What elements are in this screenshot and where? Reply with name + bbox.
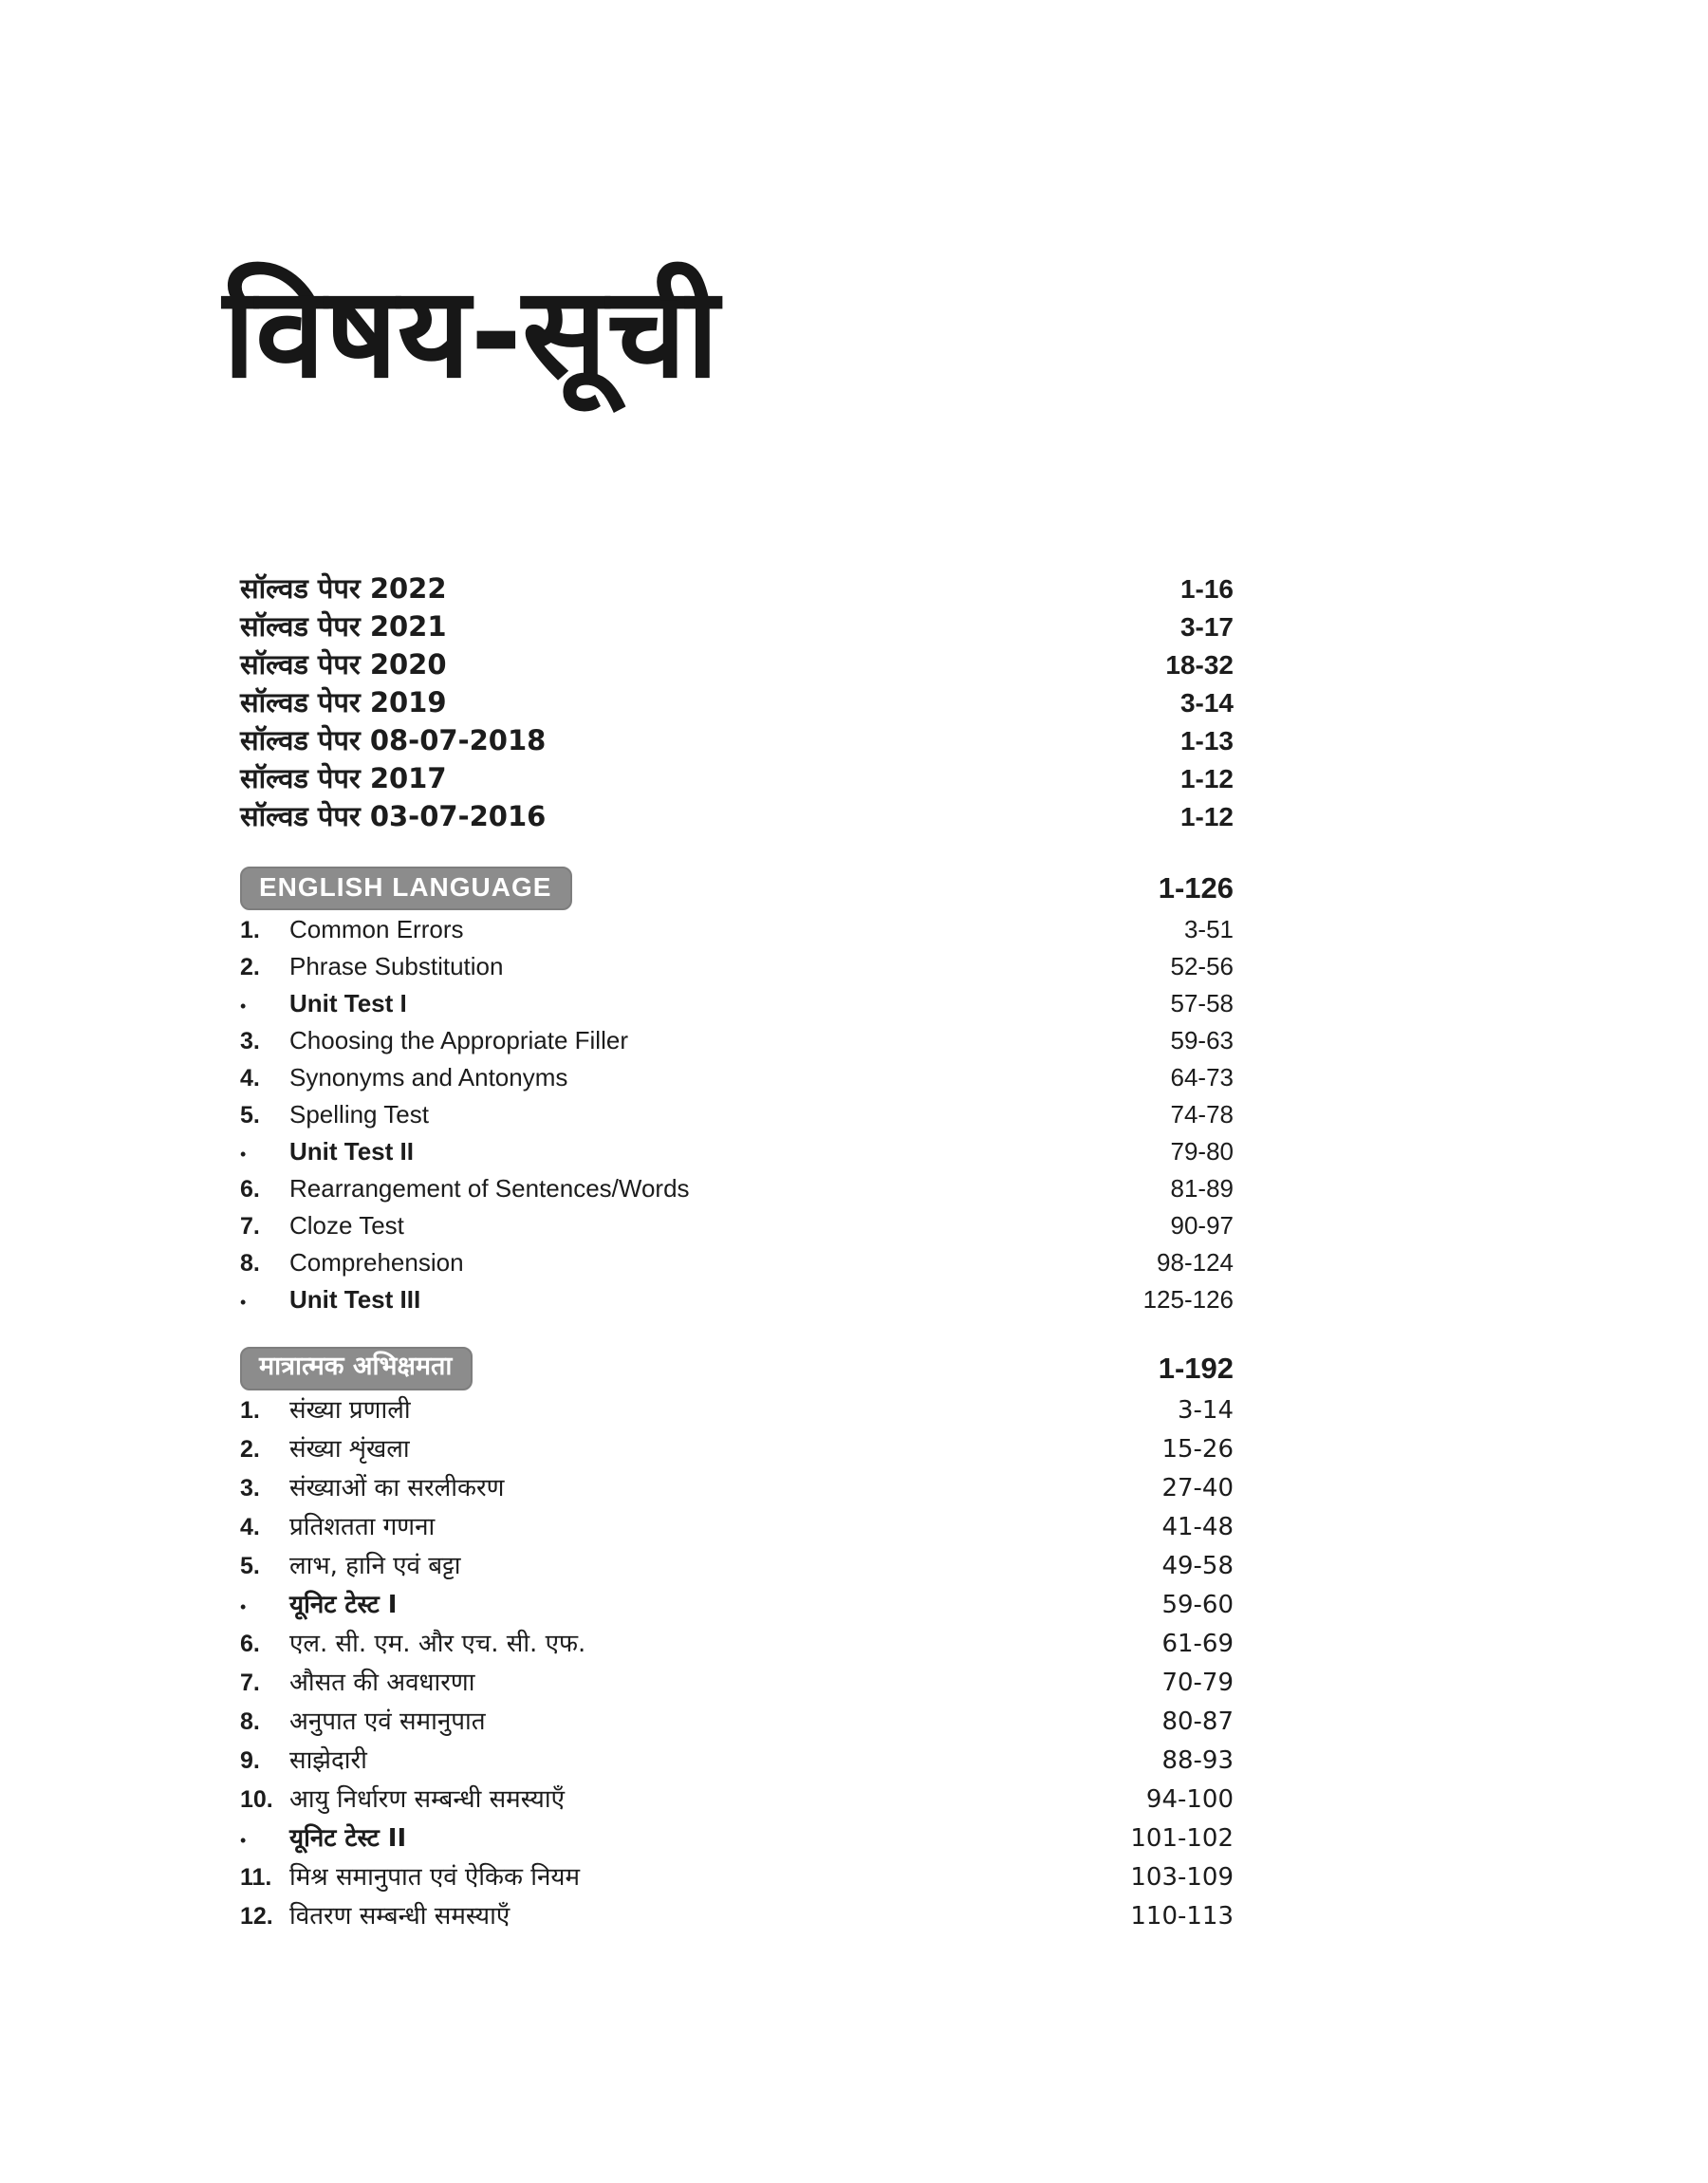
item-number: 10. [240,1786,273,1813]
item-label: वितरण सम्बन्धी समस्याएँ [289,1902,511,1931]
item-number: 6. [240,1631,260,1657]
item-number: 11. [240,1864,272,1891]
item-label: Cloze Test [289,1211,404,1240]
section-english-language [240,866,1234,1318]
toc-row [240,1742,1234,1781]
item-number: 7. [240,1670,260,1696]
toc-row [240,911,1234,948]
item-label: औसत की अवधारणा [289,1669,475,1697]
toc-row [240,569,1234,607]
toc-row [240,1391,1234,1430]
item-number: 3. [240,1028,260,1054]
item-number: 12. [240,1903,273,1930]
paper-label: सॉल्वड पेपर 03-07-2016 [240,800,547,832]
item-label: संख्याओं का सरलीकरण [289,1474,505,1502]
item-pages: 15-26 [1161,1435,1234,1464]
item-pages: 64-73 [1170,1063,1234,1092]
item-pages: 98-124 [1157,1248,1234,1277]
toc-row [240,1207,1234,1244]
item-pages: 3-14 [1177,1396,1234,1425]
paper-pages: 1-12 [1179,764,1234,793]
toc-row [240,797,1234,835]
item-pages: 59-60 [1161,1591,1234,1619]
item-number: 5. [240,1102,260,1129]
item-label: प्रतिशतता गणना [289,1513,436,1541]
toc-row-unit-test [240,1586,1234,1625]
paper-pages: 1-12 [1179,802,1234,831]
section-header [240,1346,1234,1391]
toc-row [240,1664,1234,1703]
toc-row [240,1430,1234,1469]
item-label: मिश्र समानुपात एवं ऐकिक नियम [289,1863,581,1892]
item-number: 7. [240,1213,260,1240]
toc-row-unit-test [240,1819,1234,1858]
toc-row [240,948,1234,985]
item-pages: 88-93 [1161,1746,1234,1775]
item-pages: 90-97 [1170,1211,1234,1240]
solved-papers-list [240,569,1234,835]
toc-row [240,1625,1234,1664]
section-pages: 1-126 [1158,871,1234,905]
item-label: संख्या प्रणाली [289,1396,411,1425]
item-number: 8. [240,1708,260,1735]
toc-row [240,1781,1234,1819]
item-number: 2. [240,954,260,980]
paper-label: सॉल्वड पेपर 2021 [240,610,447,643]
item-pages: 110-113 [1130,1902,1234,1931]
item-pages: 103-109 [1130,1863,1234,1892]
item-pages: 81-89 [1170,1174,1234,1203]
toc-row [240,1170,1234,1207]
item-pages: 79-80 [1170,1137,1234,1166]
toc-row-unit-test [240,1281,1234,1318]
item-label: अनुपात एवं समानुपात [289,1707,486,1736]
item-label: Unit Test III [289,1285,421,1314]
toc-row [240,683,1234,721]
paper-pages: 1-13 [1179,726,1234,756]
item-label: Common Errors [289,915,464,943]
toc-row [240,1508,1234,1547]
item-pages: 41-48 [1161,1513,1234,1541]
toc-row [240,1469,1234,1508]
paper-label: सॉल्वड पेपर 2022 [240,572,447,605]
item-pages: 27-40 [1161,1474,1234,1502]
item-label: साझेदारी [289,1746,367,1775]
item-label: Rearrangement of Sentences/Words [289,1174,690,1203]
item-label: Synonyms and Antonyms [289,1063,568,1092]
toc-row [240,1022,1234,1059]
item-label: एल. सी. एम. और एच. सी. एफ. [289,1630,586,1658]
paper-label: सॉल्वड पेपर 2017 [240,762,447,794]
paper-pages: 18-32 [1165,650,1234,680]
item-pages: 61-69 [1161,1630,1234,1658]
item-number: 3. [240,1475,260,1502]
item-pages: 59-63 [1170,1026,1234,1054]
item-label: Phrase Substitution [289,952,504,980]
section-pages: 1-192 [1158,1352,1234,1385]
item-pages: 57-58 [1170,989,1234,1017]
bullet-icon: • [240,1145,247,1164]
item-pages: 3-51 [1183,915,1234,943]
item-pages: 125-126 [1142,1285,1234,1314]
bullet-icon: • [240,997,247,1016]
item-label: संख्या शृंखला [289,1435,410,1464]
item-number: 9. [240,1747,260,1774]
item-number: 4. [240,1065,260,1092]
item-pages: 101-102 [1130,1824,1234,1853]
bullet-icon: • [240,1293,247,1312]
paper-pages: 3-14 [1179,688,1234,718]
item-label: यूनिट टेस्ट II [289,1824,407,1853]
item-label: आयु निर्धारण सम्बन्धी समस्याएँ [289,1785,565,1814]
item-number: 8. [240,1250,260,1277]
bullet-icon: • [240,1831,247,1850]
section-title-badge: ENGLISH LANGUAGE [240,867,572,911]
item-label: Spelling Test [289,1100,429,1129]
item-pages: 70-79 [1161,1669,1234,1697]
toc-row-unit-test [240,985,1234,1022]
english-items-list [240,911,1234,1318]
item-number: 6. [240,1176,260,1203]
item-pages: 80-87 [1161,1707,1234,1736]
toc-row [240,1547,1234,1586]
item-number: 1. [240,1397,260,1424]
bullet-icon: • [240,1597,247,1616]
section-quantitative-aptitude [240,1346,1234,1936]
toc-row [240,1059,1234,1096]
toc-row [240,1897,1234,1936]
toc-row [240,1244,1234,1281]
paper-label: सॉल्वड पेपर 2020 [240,648,447,681]
paper-label: सॉल्वड पेपर 08-07-2018 [240,724,547,756]
item-label: Unit Test II [289,1137,414,1166]
section-title-badge: मात्रात्मक अभिक्षमता [240,1347,473,1390]
item-number: 4. [240,1514,260,1540]
item-number: 2. [240,1436,260,1463]
toc-row [240,759,1234,797]
item-label: Unit Test I [289,989,407,1017]
page-title: विषय-सूची [223,260,719,406]
toc-row [240,1858,1234,1897]
toc-row [240,1703,1234,1742]
toc-row [240,645,1234,683]
paper-label: सॉल्वड पेपर 2019 [240,686,447,718]
section-header [240,866,1234,911]
item-number: 1. [240,917,260,943]
item-label: यूनिट टेस्ट I [289,1591,398,1619]
toc-row [240,721,1234,759]
toc-row [240,607,1234,645]
item-pages: 52-56 [1170,952,1234,980]
item-label: Choosing the Appropriate Filler [289,1026,628,1054]
item-pages: 94-100 [1145,1785,1234,1814]
paper-pages: 3-17 [1179,612,1234,642]
item-label: लाभ, हानि एवं बट्टा [289,1552,461,1580]
item-number: 5. [240,1553,260,1579]
toc-row [240,1096,1234,1133]
paper-pages: 1-16 [1179,574,1234,604]
item-pages: 49-58 [1161,1552,1234,1580]
toc-row-unit-test [240,1133,1234,1170]
item-pages: 74-78 [1170,1100,1234,1129]
quantitative-items-list [240,1391,1234,1936]
item-label: Comprehension [289,1248,464,1277]
